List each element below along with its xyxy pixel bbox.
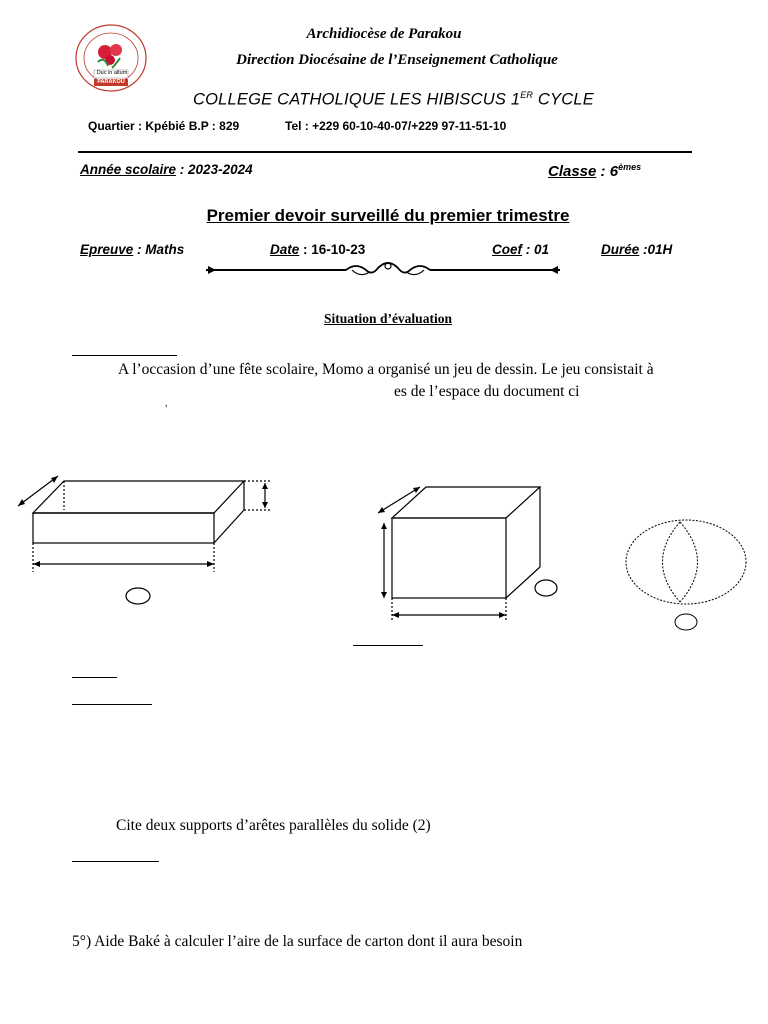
college-name [193, 90, 594, 110]
school-year-value: : 2023-2024 [176, 162, 253, 177]
archdiocese-line: Archidiocèse de Parakou [306, 26, 462, 42]
telephone: Tel : +229 60-10-40-07/+229 97-11-51-10 [285, 119, 507, 133]
date-value: : 16-10-23 [299, 242, 366, 257]
subject-value: : Maths [133, 242, 185, 257]
address: Quartier : Kpébié B.P : 829 [88, 119, 240, 133]
duration [601, 242, 672, 257]
coefficient [492, 242, 549, 257]
date-label: Date [270, 242, 300, 257]
subject [80, 242, 184, 257]
header-divider [78, 151, 692, 153]
blank-line-2 [353, 645, 423, 646]
sphere [626, 520, 746, 630]
class-level [548, 162, 641, 180]
paragraph-line-3: , [165, 398, 168, 409]
blank-line-1 [72, 355, 177, 356]
class-sup: èmes [618, 162, 642, 172]
college-name-end: CYCLE [533, 90, 594, 109]
duration-value: :01H [639, 242, 673, 257]
exam-date [270, 242, 365, 257]
class-label: Classe [548, 163, 597, 180]
college-name-text: COLLEGE CATHOLIQUE LES HIBISCUS 1 [193, 90, 521, 109]
logo-motto: Duc in altum [96, 70, 128, 76]
rectangular-prism [18, 476, 272, 604]
cube [378, 487, 557, 620]
question-4: Cite deux supports d’arêtes parallèles du solide (2) [116, 817, 431, 834]
blank-line-5 [72, 861, 159, 862]
blank-line-3 [72, 677, 117, 678]
school-year-label: Année scolaire [80, 162, 177, 177]
direction-line: Direction Diocésaine de l’Enseignement Catholique [236, 52, 558, 68]
coef-label: Coef [492, 242, 522, 257]
logo-city: PARAKOU [97, 79, 125, 85]
paragraph-line-1: A l’occasion d’une fête scolaire, Momo a organisé un jeu de dessin. Le jeu consistait à [118, 361, 654, 378]
paragraph-line-2: es de l’espace du document ci [394, 383, 580, 400]
coef-value: : 01 [522, 242, 550, 257]
school-year [80, 162, 253, 177]
duration-label: Durée [601, 242, 640, 257]
exam-title: Premier devoir surveillé du premier trimestre [206, 206, 570, 225]
situation-title: Situation d’évaluation [324, 311, 452, 326]
class-value: : 6 [596, 163, 619, 180]
blank-line-4 [72, 704, 152, 705]
subject-label: Epreuve [80, 242, 134, 257]
college-name-sup: ER [520, 90, 534, 100]
question-5: 5°) Aide Baké à calculer l’aire de la surface de carton dont il aura besoin [72, 933, 523, 950]
